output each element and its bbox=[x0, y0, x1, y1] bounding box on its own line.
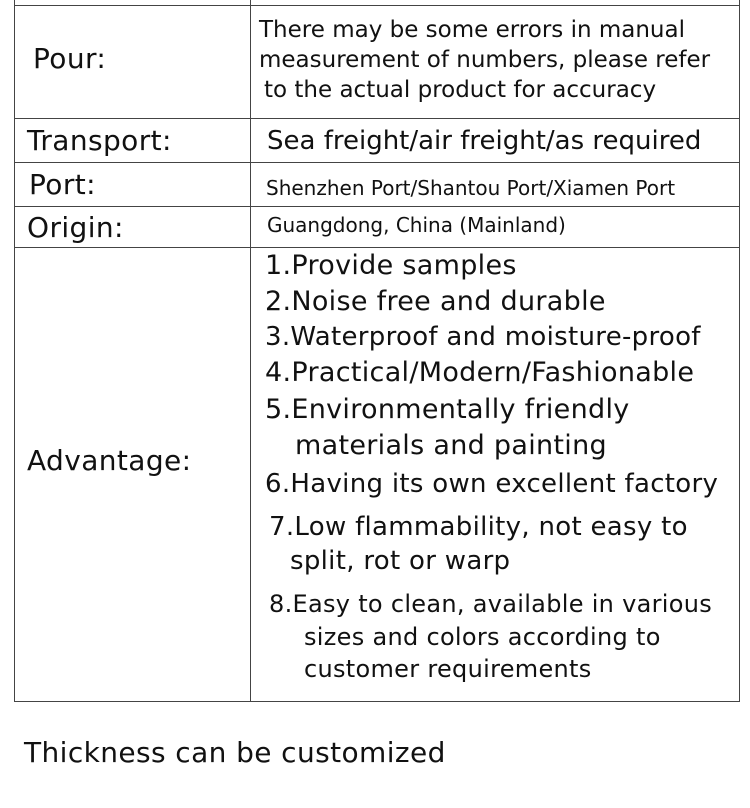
pour-note-line: measurement of numbers, please refer bbox=[259, 47, 711, 73]
transport-value: Sea freight/air freight/as required bbox=[267, 126, 702, 156]
row-divider bbox=[14, 162, 739, 163]
port-value: Shenzhen Port/Shantou Port/Xiamen Port bbox=[266, 176, 676, 200]
table-border-top bbox=[14, 5, 739, 6]
advantage-item-continuation: customer requirements bbox=[304, 655, 592, 683]
table-border-bottom bbox=[14, 701, 739, 702]
table-border-right bbox=[739, 0, 740, 702]
advantage-item: 8.Easy to clean, available in various bbox=[269, 590, 713, 618]
advantage-item-continuation: split, rot or warp bbox=[290, 546, 511, 576]
advantage-item: 5.Environmentally friendly bbox=[265, 394, 630, 425]
advantage-item: 4.Practical/Modern/Fashionable bbox=[265, 357, 695, 388]
pour-note-line: There may be some errors in manual bbox=[259, 17, 685, 43]
table-border-left bbox=[14, 0, 15, 702]
port-label: Port: bbox=[29, 168, 96, 201]
origin-label: Origin: bbox=[27, 211, 124, 244]
pour-note-line: to the actual product for accuracy bbox=[264, 77, 657, 103]
advantage-item: 3.Waterproof and moisture-proof bbox=[265, 322, 701, 352]
row-divider bbox=[14, 118, 739, 119]
advantage-label: Advantage: bbox=[27, 444, 192, 477]
pour-label: Pour: bbox=[33, 42, 107, 75]
advantage-item: 7.Low flammability, not easy to bbox=[269, 512, 688, 542]
advantage-item-continuation: sizes and colors according to bbox=[304, 623, 661, 651]
origin-value: Guangdong, China (Mainland) bbox=[267, 213, 566, 237]
row-divider bbox=[14, 206, 739, 207]
advantage-item-continuation: materials and painting bbox=[295, 430, 607, 461]
advantage-item: 1.Provide samples bbox=[265, 250, 517, 281]
advantage-item: 2.Noise free and durable bbox=[265, 286, 606, 317]
column-divider bbox=[250, 0, 251, 702]
advantage-item: 6.Having its own excellent factory bbox=[265, 469, 719, 499]
row-divider bbox=[14, 247, 739, 248]
transport-label: Transport: bbox=[27, 124, 172, 157]
thickness-note: Thickness can be customized bbox=[24, 736, 446, 769]
